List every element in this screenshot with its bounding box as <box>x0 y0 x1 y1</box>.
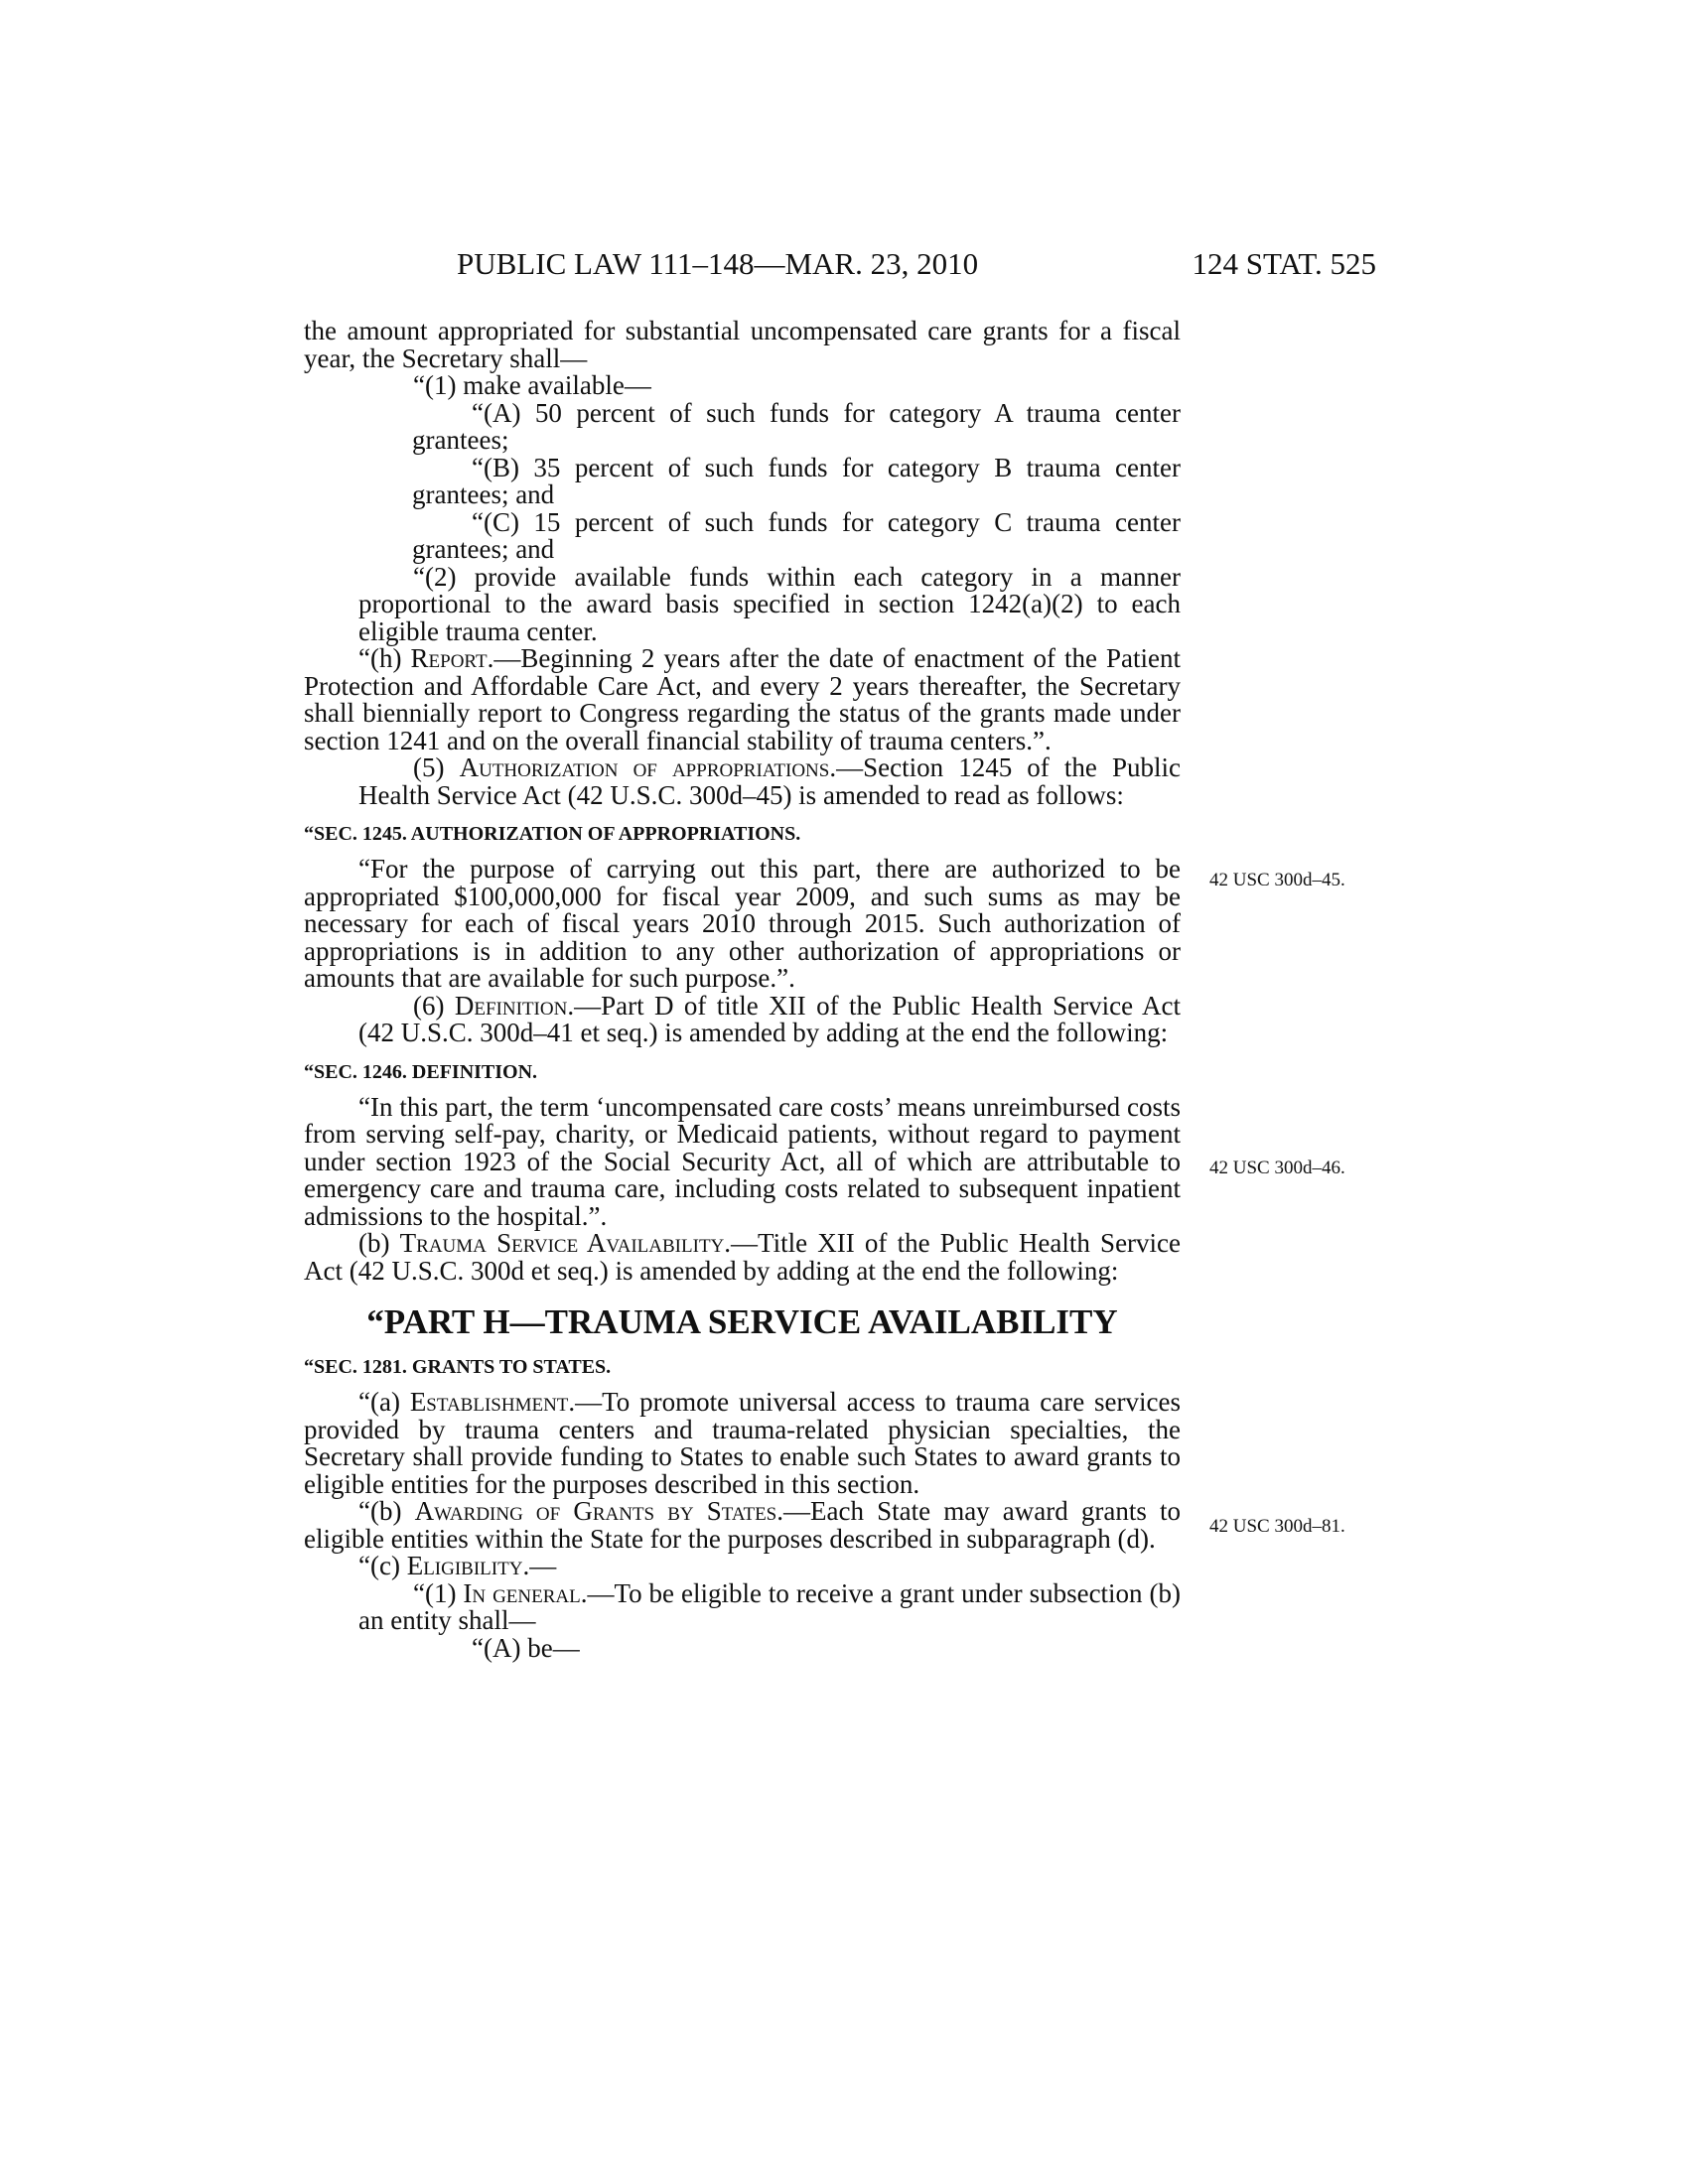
section-1245-text: “For the purpose of carrying out this part, there are authorized to be appropriated $100,000,000 for fiscal year 2009, and such sums as may be necessary for each of fiscal years 2010 through 2015. Such authorization of appropriations is in addition to any other authorization of appropriations or amounts that are available for such purpose.”. <box>304 854 1181 993</box>
authorization-heading: Authorization of appropriations <box>459 752 830 782</box>
paragraph-1b: “(B) 35 percent of such funds for category B trauma center grantees; and <box>412 452 1181 509</box>
section-1246-heading: “SEC. 1246. DEFINITION. <box>304 1060 538 1083</box>
paragraph-2: “(2) provide available funds within each category in a manner proportional to the award basis specified in section 1242(a)(2) to each eligible trauma center. <box>358 561 1181 646</box>
paragraph-trauma-intro: (b) Trauma Service Availability.—Title XII of the Public Health Service Act (42 U.S.C. 300d et seq.) is amended by adding at the end the following: <box>304 1228 1182 1286</box>
paragraph-definition-intro: (6) Definition.—Part D of title XII of the Public Health Service Act (42 U.S.C. 300d–41 et seq.) is amended by adding at the end the following: <box>358 990 1181 1047</box>
definition-heading: Definition <box>454 990 568 1021</box>
establishment-heading: Establishment <box>409 1387 569 1417</box>
paragraph-eligibility: “(c) Eligibility.— <box>358 1551 557 1580</box>
page-header <box>0 246 1688 286</box>
eligibility-heading: Eligibility <box>406 1551 523 1580</box>
header-title: PUBLIC LAW 111–148—MAR. 23, 2010 <box>457 246 979 281</box>
paragraph-1c: “(C) 15 percent of such funds for category C trauma center grantees; and <box>412 506 1181 564</box>
report-heading: Report <box>410 643 488 673</box>
paragraph-1: “(1) make available— <box>413 370 651 400</box>
margin-note-300d-81: 42 USC 300d–81. <box>1209 1516 1345 1537</box>
section-1246-text: “In this part, the term ‘uncompensated care costs’ means unreimbursed costs from serving self-pay, charity, or Medicaid patients, without regard to payment under section 1923 of the Social Security Act, all of which are attributable to emergency care and trauma care, including costs related to subsequent inpatient admissions to the hospital.”. <box>304 1091 1181 1231</box>
paragraph-authorization-intro: (5) Authorization of appropriations.—Section 1245 of the Public Health Service Act (42 U.S.C. 300d–45) is amended to read as follows: <box>358 752 1181 810</box>
document-body <box>304 318 1181 1662</box>
trauma-heading: Trauma Service Availability <box>399 1228 725 1258</box>
in-general-heading: In general <box>463 1577 581 1608</box>
margin-note-300d-46: 42 USC 300d–46. <box>1209 1158 1345 1178</box>
section-1245-heading: “SEC. 1245. AUTHORIZATION OF APPROPRIATIONS. <box>304 823 801 845</box>
section-1281-heading: “SEC. 1281. GRANTS TO STATES. <box>304 1356 612 1378</box>
margin-note-300d-45: 42 USC 300d–45. <box>1209 870 1345 890</box>
awarding-heading: Awarding of Grants by States <box>414 1496 777 1526</box>
paragraph-intro: the amount appropriated for substantial uncompensated care grants for a fiscal year, the Secretary shall— <box>304 316 1181 373</box>
header-stat-page: 124 STAT. 525 <box>1192 246 1376 281</box>
paragraph-establishment: “(a) Establishment.—To promote universal access to trauma care services provided by trauma centers and trauma-related physician specialties, the Secretary shall provide funding to States to enable such States to award grants to eligible entities for the purposes described in this section. <box>304 1387 1182 1499</box>
paragraph-report: “(h) Report.—Beginning 2 years after the date of enactment of the Patient Protection and Affordable Care Act, and every 2 years thereafter, the Secretary shall biennially report to Congress regarding the status of the grants made under section 1241 and on the overall financial stability of trauma centers.”. <box>304 643 1182 755</box>
paragraph-1a: “(A) 50 percent of such funds for category A trauma center grantees; <box>412 397 1181 455</box>
paragraph-a-be: “(A) be— <box>472 1632 580 1663</box>
part-h-heading: “PART H—TRAUMA SERVICE AVAILABILITY <box>366 1302 1118 1341</box>
paragraph-in-general: “(1) In general.—To be eligible to receive a grant under subsection (b) an entity shall— <box>358 1577 1181 1635</box>
paragraph-awarding: “(b) Awarding of Grants by States.—Each State may award grants to eligible entities within the State for the purposes described in subparagraph (d). <box>304 1496 1181 1554</box>
